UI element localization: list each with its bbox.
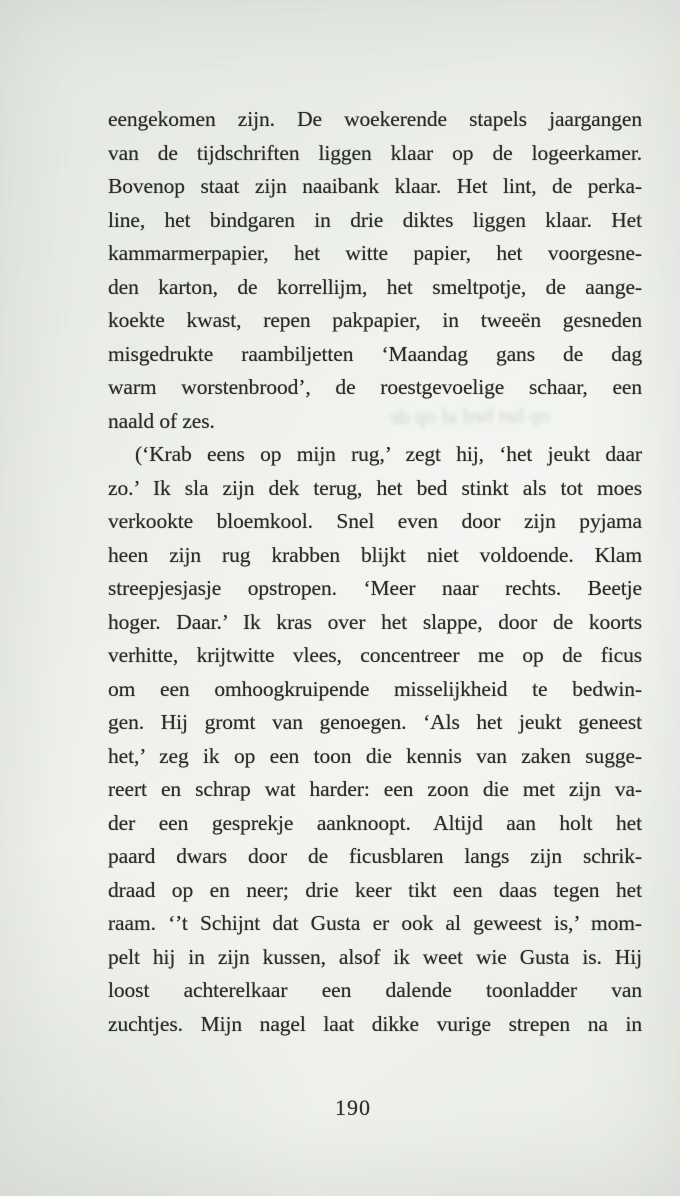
text-line: verhitte, krijtwitte vlees, concentreer me op de ficus <box>108 643 642 667</box>
text-line: van de tijdschriften liggen klaar op de logeerkamer. <box>108 140 642 165</box>
text-line: der een gesprekje aanknoopt. Altijd aan holt het <box>108 810 642 835</box>
text-line: eengekomen zijn. De woekerende stapels jaargangen <box>108 107 642 131</box>
text-line: draad op en neer; drie keer tikt een daas tegen het <box>108 877 642 902</box>
text-line: misgedrukte raambiljetten ‘Maandag gans de dag <box>108 341 642 366</box>
show-through-text: op het bed af op de <box>389 403 551 429</box>
text-line: paard dwars door de ficusblaren langs zijn schrik- <box>108 844 642 868</box>
text-line: Bovenop staat zijn naaibank klaar. Het lint, de perka- <box>108 174 642 198</box>
text-line: raam. ‘’t Schijnt dat Gusta er ook al geweest is,’ mom- <box>108 911 642 935</box>
text-line: zo.’ Ik sla zijn dek terug, het bed stinkt als tot moes <box>108 475 642 500</box>
text-line: den karton, de korrellijm, het smeltpotje, de aange- <box>108 274 642 299</box>
text-line: loost achterelkaar een dalende toonladder van <box>108 978 642 1002</box>
text-line: gen. Hij gromt van genoegen. ‘Als het jeukt geneest <box>108 710 642 734</box>
text-line: om een omhoogkruipende misselijkheid te bedwin- <box>108 676 642 701</box>
text-line: kammarmerpapier, het witte papier, het voorgesne- <box>108 241 642 265</box>
text-line: reert en schrap wat harder: een zoon die met zijn va- <box>108 777 642 801</box>
text-line: het,’ zeg ik op een toon die kennis van zaken sugge- <box>108 743 642 768</box>
text-line: koekte kwast, repen pakpapier, in tweeën gesneden <box>108 308 642 332</box>
text-line: pelt hij in zijn kussen, alsof ik weet wie Gusta is. Hij <box>108 944 642 969</box>
text-block <box>108 103 642 1041</box>
text-line: hoger. Daar.’ Ik kras over het slappe, door de koorts <box>108 609 642 634</box>
text-line: streepjesjasje opstropen. ‘Meer naar rechts. Beetje <box>108 576 642 600</box>
text-line: warm worstenbrood’, de roestgevoelige schaar, een <box>108 375 642 399</box>
text-line: verkookte bloemkool. Snel even door zijn pyjama <box>108 509 642 533</box>
page-number: 190 <box>335 1095 371 1120</box>
text-line: line, het bindgaren in drie diktes liggen klaar. Het <box>108 207 642 232</box>
text-line-paragraph-start: (‘Krab eens op mijn rug,’ zegt hij, ‘het jeukt daar <box>135 442 642 466</box>
text-line: heen zijn rug krabben blijkt niet voldoende. Klam <box>108 542 642 567</box>
text-line: zuchtjes. Mijn nagel laat dikke vurige strepen na in <box>108 1011 642 1036</box>
text-line-paragraph-end: naald of zes. <box>108 408 215 433</box>
